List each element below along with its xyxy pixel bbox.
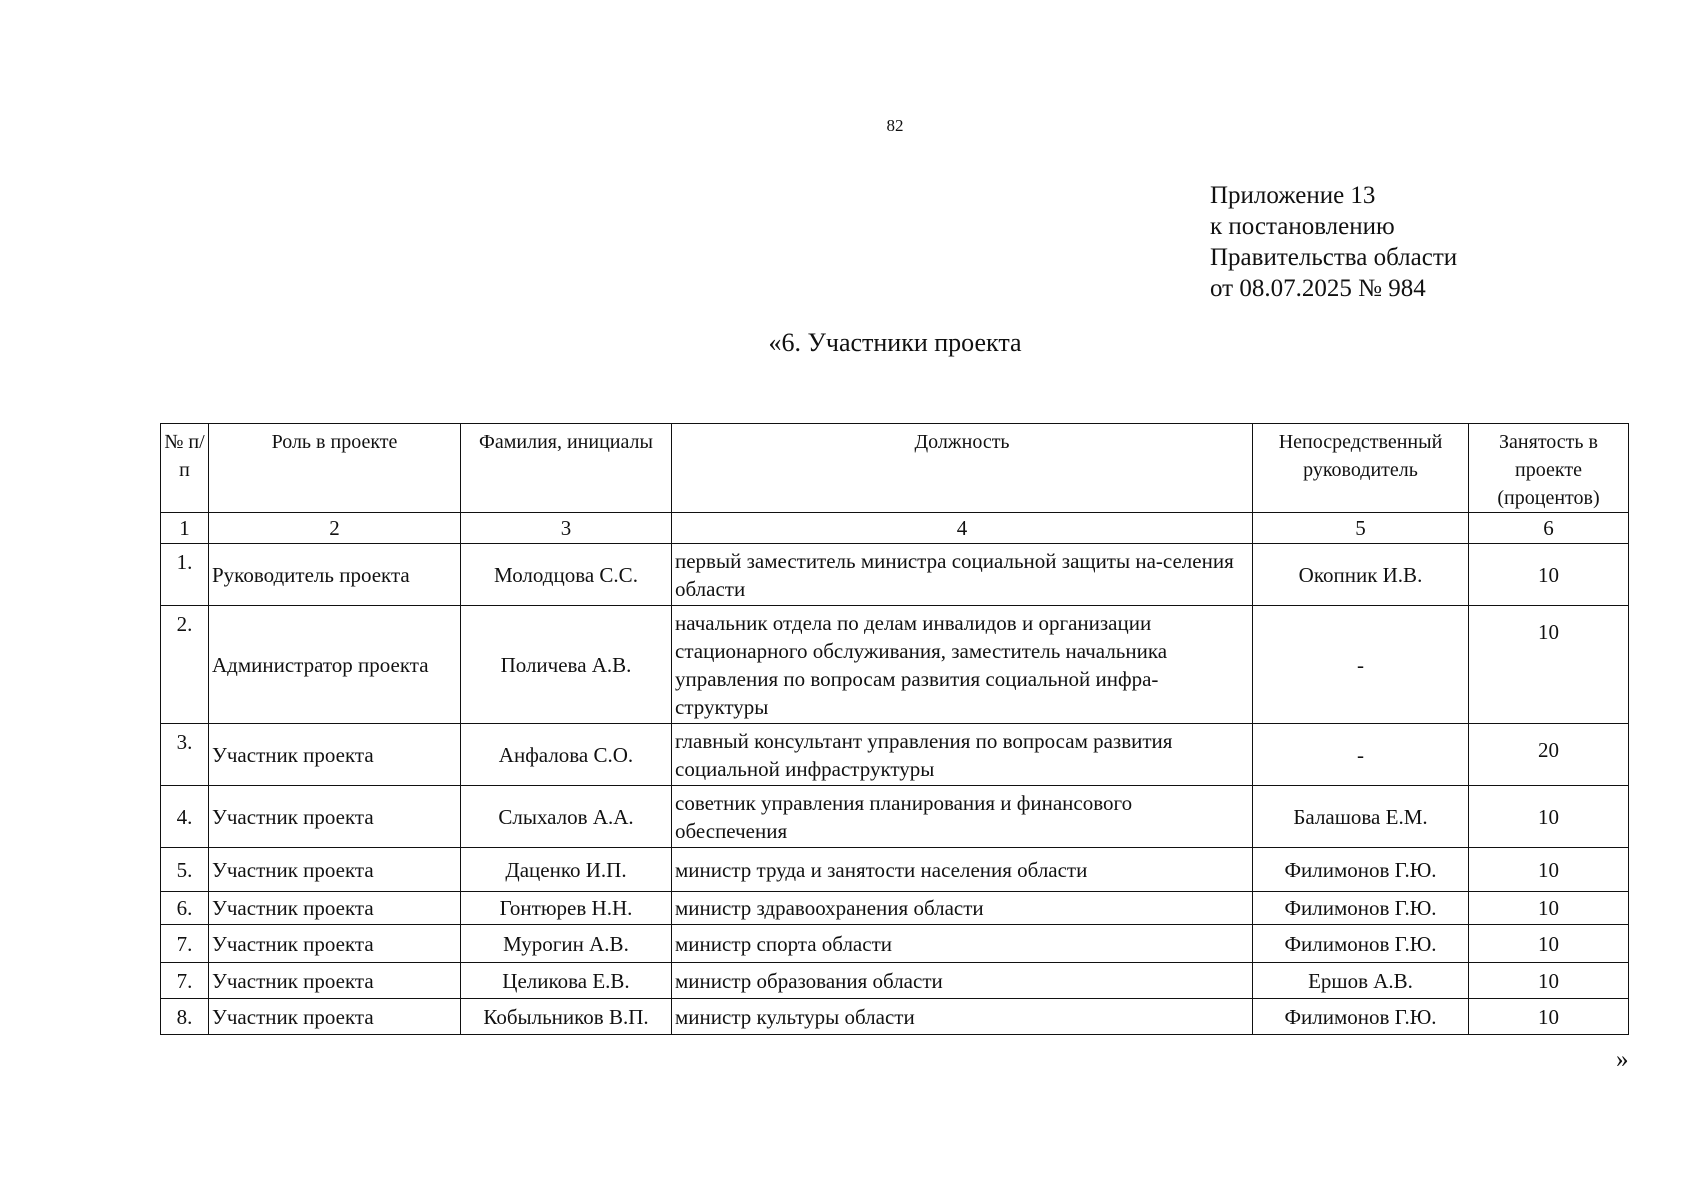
table-row (161, 606, 1629, 724)
row-name: Анфалова С.О. (461, 724, 672, 786)
table-row (161, 848, 1629, 892)
row-role: Администратор проекта (209, 606, 461, 724)
table-row (161, 999, 1629, 1035)
row-employment: 10 (1469, 544, 1629, 606)
row-role: Участник проекта (209, 786, 461, 848)
row-number: 7. (161, 925, 209, 963)
header-role: Роль в проекте (209, 424, 461, 513)
row-position: министр здравоохранения области (672, 892, 1253, 925)
header-position: Должность (672, 424, 1253, 513)
row-position: министр труда и занятости населения области (672, 848, 1253, 892)
row-employment: 10 (1469, 892, 1629, 925)
row-role: Участник проекта (209, 925, 461, 963)
row-number: 8. (161, 999, 209, 1035)
column-number: 4 (672, 513, 1253, 544)
column-number: 2 (209, 513, 461, 544)
column-number: 3 (461, 513, 672, 544)
column-number: 5 (1253, 513, 1469, 544)
row-supervisor: Филимонов Г.Ю. (1253, 999, 1469, 1035)
row-position: начальник отдела по делам инвалидов и организации стационарного обслуживания, заместитель начальника управления по вопросам развития социальной инфра-структуры (672, 606, 1253, 724)
appendix-line: к постановлению (1210, 213, 1395, 240)
row-position: министр образования области (672, 963, 1253, 999)
appendix-line: Приложение 13 (1210, 182, 1376, 209)
row-employment: 10 (1469, 848, 1629, 892)
row-supervisor: Филимонов Г.Ю. (1253, 892, 1469, 925)
row-role: Участник проекта (209, 999, 461, 1035)
row-name: Поличева А.В. (461, 606, 672, 724)
row-position: советник управления планирования и финансового обеспечения (672, 786, 1253, 848)
row-number: 2. (161, 606, 209, 724)
table-row (161, 892, 1629, 925)
row-position: министр культуры области (672, 999, 1253, 1035)
header-num: № п/п (161, 424, 209, 513)
table-row (161, 925, 1629, 963)
row-number: 4. (161, 786, 209, 848)
row-number: 1. (161, 544, 209, 606)
table-row (161, 724, 1629, 786)
row-employment: 10 (1469, 606, 1629, 724)
row-role: Участник проекта (209, 724, 461, 786)
row-supervisor: Окопник И.В. (1253, 544, 1469, 606)
header-name: Фамилия, инициалы (461, 424, 672, 513)
row-number: 7. (161, 963, 209, 999)
row-position: главный консультант управления по вопросам развития социальной инфраструктуры (672, 724, 1253, 786)
participants-table (160, 423, 1629, 1035)
row-employment: 10 (1469, 786, 1629, 848)
row-name: Даценко И.П. (461, 848, 672, 892)
row-employment: 10 (1469, 925, 1629, 963)
row-supervisor: - (1253, 606, 1469, 724)
row-supervisor: Балашова Е.М. (1253, 786, 1469, 848)
row-name: Мурогин А.В. (461, 925, 672, 963)
row-position: министр спорта области (672, 925, 1253, 963)
row-role: Участник проекта (209, 892, 461, 925)
appendix-block (1210, 180, 1457, 304)
row-employment: 10 (1469, 963, 1629, 999)
row-supervisor: Филимонов Г.Ю. (1253, 848, 1469, 892)
row-employment: 10 (1469, 999, 1629, 1035)
row-supervisor: Филимонов Г.Ю. (1253, 925, 1469, 963)
row-supervisor: - (1253, 724, 1469, 786)
closing-quote: » (1616, 1046, 1629, 1073)
row-name: Кобыльников В.П. (461, 999, 672, 1035)
appendix-line: Правительства области (1210, 244, 1458, 271)
header-supervisor: Непосредственный руководитель (1253, 424, 1469, 513)
column-number: 1 (161, 513, 209, 544)
header-row (161, 424, 1629, 513)
row-role: Участник проекта (209, 963, 461, 999)
row-name: Слыхалов А.А. (461, 786, 672, 848)
row-number: 6. (161, 892, 209, 925)
row-name: Целикова Е.В. (461, 963, 672, 999)
column-number: 6 (1469, 513, 1629, 544)
header-employment: Занятость в проекте (процентов) (1469, 424, 1629, 513)
row-name: Молодцова С.С. (461, 544, 672, 606)
appendix-line: от 08.07.2025 № 984 (1210, 275, 1426, 302)
row-supervisor: Ершов А.В. (1253, 963, 1469, 999)
row-position: первый заместитель министра социальной защиты на-селения области (672, 544, 1253, 606)
row-role: Участник проекта (209, 848, 461, 892)
table-row (161, 544, 1629, 606)
row-number: 3. (161, 724, 209, 786)
row-employment: 20 (1469, 724, 1629, 786)
row-role: Руководитель проекта (209, 544, 461, 606)
section-title: «6. Участники проекта (768, 328, 1022, 357)
table-row (161, 786, 1629, 848)
table-row (161, 963, 1629, 999)
page-number: 82 (886, 116, 904, 135)
row-name: Гонтюрев Н.Н. (461, 892, 672, 925)
row-number: 5. (161, 848, 209, 892)
column-number-row (161, 513, 1629, 544)
